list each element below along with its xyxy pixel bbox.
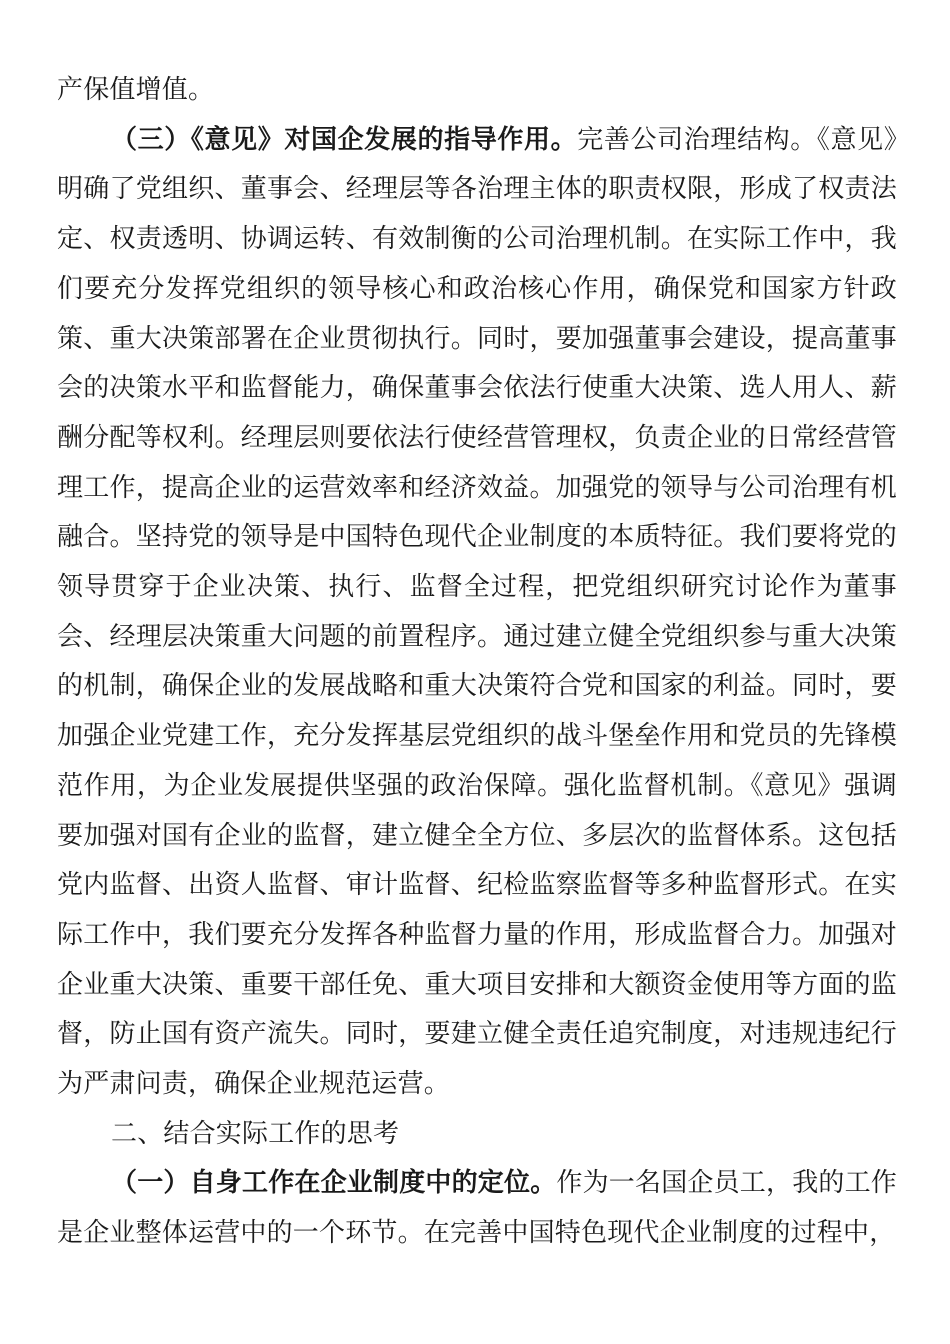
document-page (57, 66, 897, 1259)
part-two-heading-text: 二、结合实际工作的思考 (111, 1118, 400, 1149)
part-two-heading (57, 1110, 897, 1160)
subsection-one-paragraph (57, 1159, 897, 1258)
continuation-text: 产保值增值。 (57, 75, 215, 105)
section-three-heading: （三）《意见》对国企发展的指导作用。 (111, 124, 578, 155)
section-three-paragraph (57, 116, 897, 1110)
subsection-one-heading: （一）自身工作在企业制度中的定位。 (111, 1168, 557, 1199)
subsection-one-body: 作为一名国企员工，我的工作是企业整体运营中的一个环节。在完善中国特色现代企业制度的过程中， (57, 1168, 898, 1249)
continuation-paragraph (57, 66, 897, 116)
section-three-body: 完善公司治理结构。《意见》明确了党组织、董事会、经理层等各治理主体的职责权限，形成了权责法定、权责透明、协调运转、有效制衡的公司治理机制。在实际工作中，我们要充分发挥党组织的领导核心和政治核心作用，确保党和国家方针政策、重大决策部署在企业贯彻执行。同时，要加强董事会建设，提高董事会的决策水平和监督能力，确保董事会依法行使重大决策、选人用人、薪酬分配等权利。经理层则要依法行使经营管理权，负责企业的日常经营管理工作，提高企业的运营效率和经济效益。加强党的领导与公司治理有机融合。坚持党的领导是中国特色现代企业制度的本质特征。我们要将党的领导贯穿于企业决策、执行、监督全过程，把党组织研究讨论作为董事会、经理层决策重大问题的前置程序。通过建立健全党组织参与重大决策的机制，确保企业的发展战略和重大决策符合党和国家的利益。同时，要加强企业党建工作，充分发挥基层党组织的战斗堡垒作用和党员的先锋模范作用，为企业发展提供坚强的政治保障。强化监督机制。《意见》强调要加强对国有企业的监督，建立健全全方位、多层次的监督体系。这包括党内监督、出资人监督、审计监督、纪检监察监督等多种监督形式。在实际工作中，我们要充分发挥各种监督力量的作用，形成监督合力。加强对企业重大决策、重要干部任免、重大项目安排和大额资金使用等方面的监督，防止国有资产流失。同时，要建立健全责任追究制度，对违规违纪行为严肃问责，确保企业规范运营。 (57, 124, 897, 1100)
